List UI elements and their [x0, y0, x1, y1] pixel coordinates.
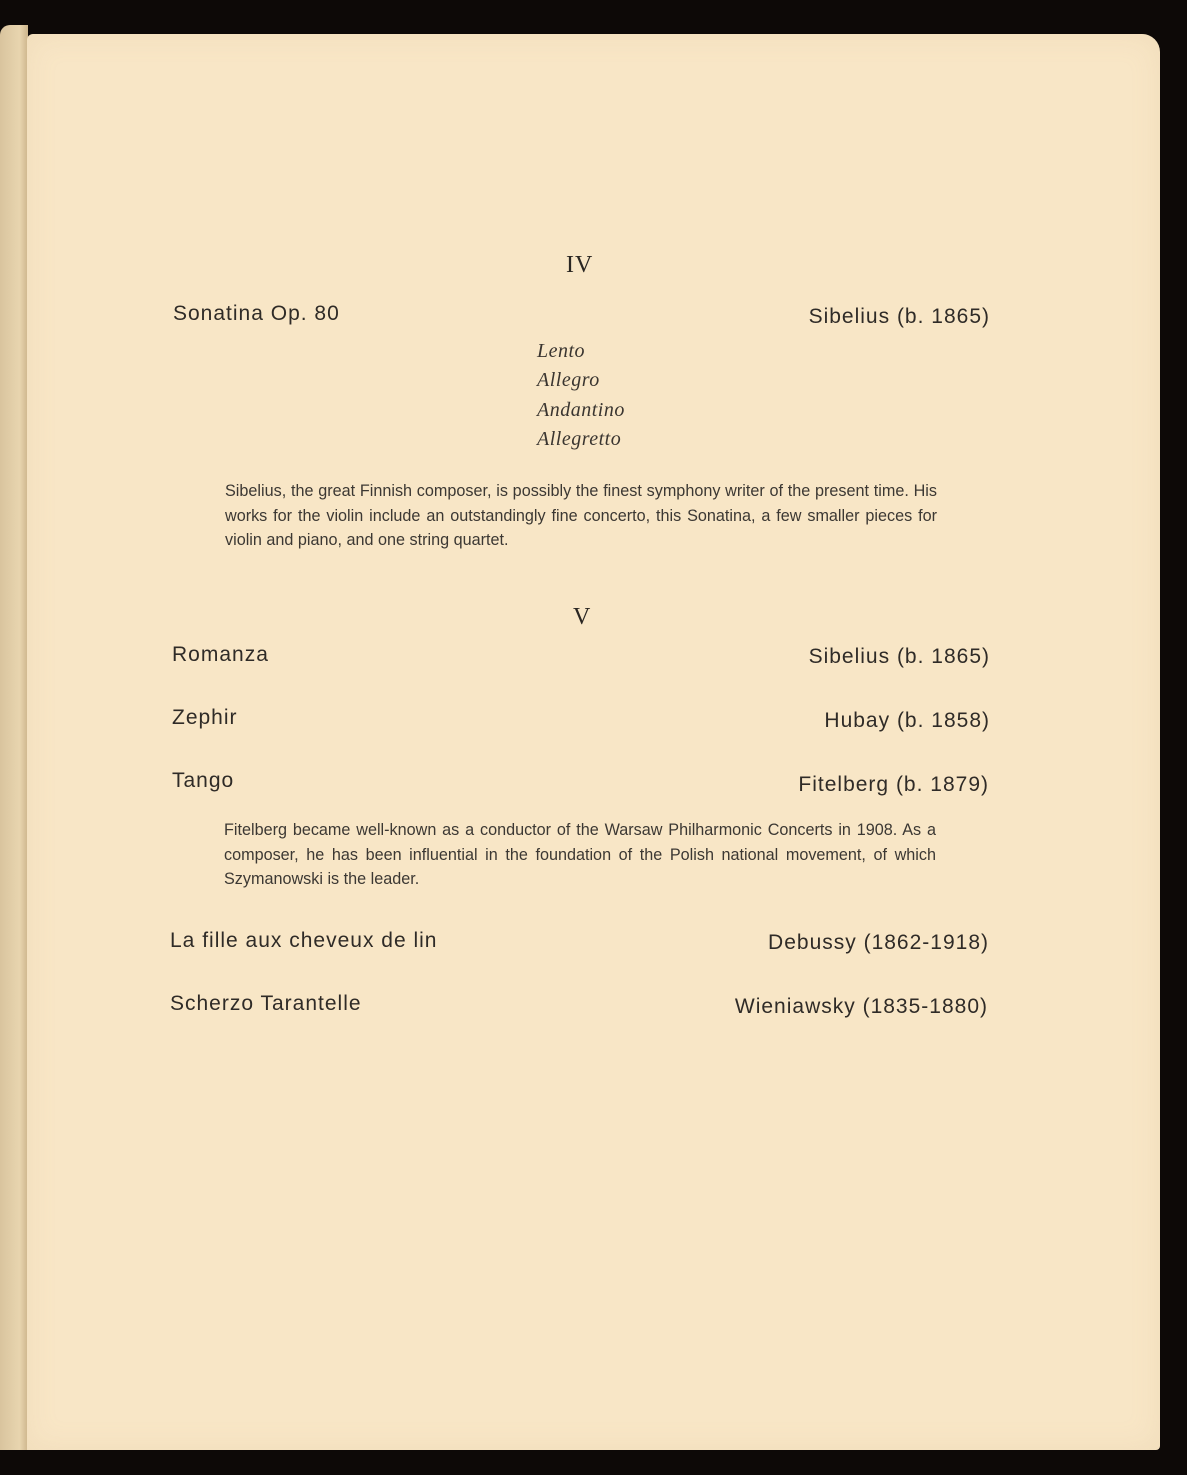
piece-composer: Sibelius (b. 1865) — [808, 645, 990, 668]
section-numeral-iv: IV — [566, 252, 594, 278]
movement: Allegro — [537, 369, 600, 391]
program-page — [27, 34, 1160, 1450]
program-note-sibelius: Sibelius, the great Finnish composer, is possibly the finest symphony writer of the present time. His works for the violin include an outstandingly fine concerto, this Sonatina, a few smaller pieces for violin and piano, and one string quartet. — [225, 482, 937, 549]
piece-composer: Wieniawsky (1835-1880) — [734, 995, 988, 1018]
piece-composer: Hubay (b. 1858) — [824, 709, 990, 732]
piece-title: La fille aux cheveux de lin — [170, 929, 438, 952]
section-numeral-v: V — [573, 604, 592, 630]
program-note-fitelberg: Fitelberg became well-known as a conductor of the Warsaw Philharmonic Concerts in 1908. As a composer, he has been influential in the foundation of the Polish national movement, of which Szymanowski is the leader. — [224, 821, 936, 888]
piece-composer: Debussy (1862-1918) — [768, 931, 989, 954]
piece-composer: Fitelberg (b. 1879) — [798, 773, 989, 796]
piece-title: Romanza — [172, 643, 269, 666]
piece-title: Scherzo Tarantelle — [170, 992, 362, 1015]
piece-title: Zephir — [172, 706, 238, 729]
movement: Allegretto — [537, 428, 622, 450]
facing-page-edge — [0, 25, 28, 1450]
piece-title: Tango — [172, 769, 235, 792]
movement: Andantino — [537, 399, 625, 421]
movement: Lento — [537, 340, 586, 362]
piece-composer: Sibelius (b. 1865) — [808, 305, 990, 328]
piece-title: Sonatina Op. 80 — [173, 302, 340, 325]
